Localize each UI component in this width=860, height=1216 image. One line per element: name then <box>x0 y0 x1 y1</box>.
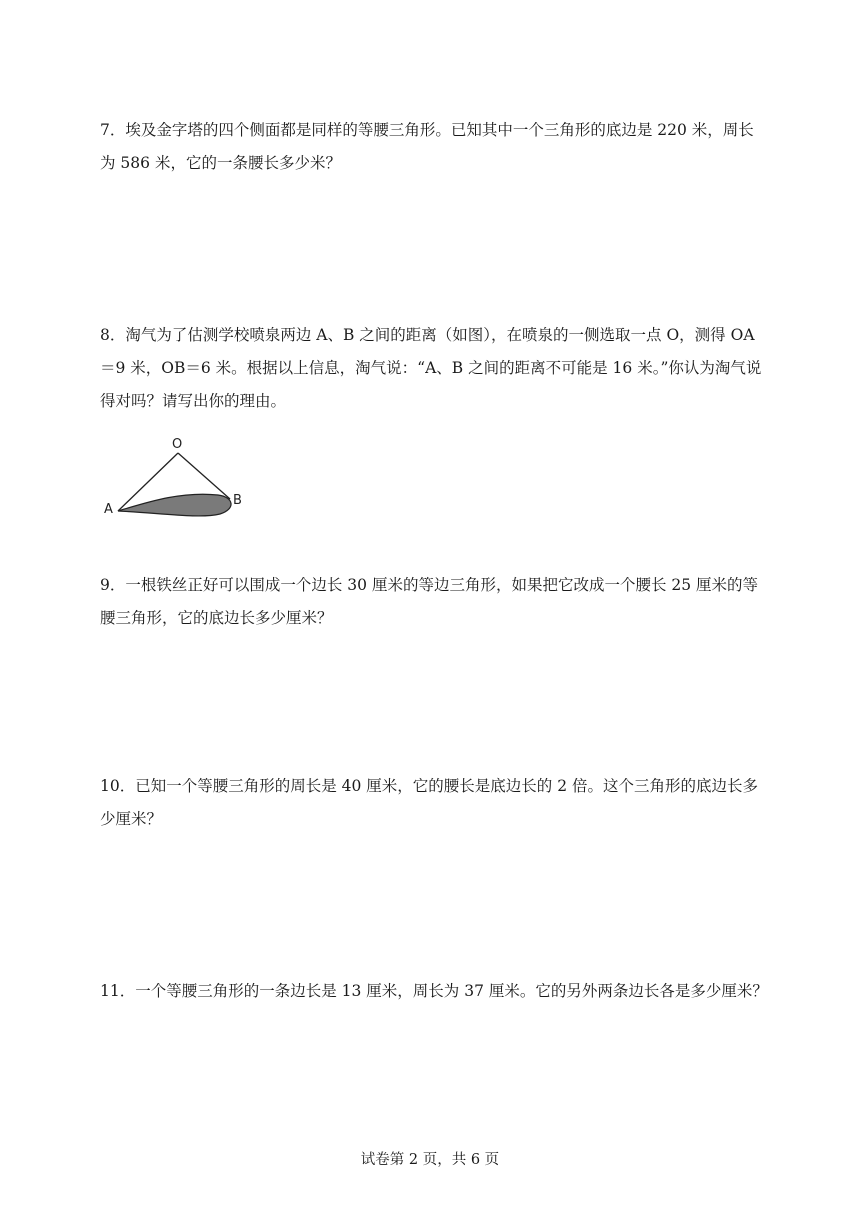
question-10-line-1: 10．已知一个等腰三角形的周长是 40 厘米，它的腰长是底边长的 2 倍。这个三角形的底边长多 <box>100 777 759 795</box>
question-7-line-2: 为 586 米，它的一条腰长多少米？ <box>100 154 341 172</box>
question-8-line-3: 得对吗？请写出你的理由。 <box>100 392 287 410</box>
question-10-line-2: 少厘米？ <box>100 810 163 828</box>
page-footer: 试卷第 2 页，共 6 页 <box>360 1152 500 1168</box>
question-9 <box>100 569 765 635</box>
fountain-figure <box>100 433 260 523</box>
label-a: A <box>104 502 113 517</box>
question-8-line-2: ＝9 米，OB＝6 米。根据以上信息，淘气说：“A、B 之间的距离不可能是 16 米。”你认为淘气说 <box>100 359 762 377</box>
question-11-line-1: 11．一个等腰三角形的一条边长是 13 厘米，周长为 37 厘米。它的另外两条边长各是多少厘米？ <box>100 982 768 1000</box>
question-9-line-1: 9．一根铁丝正好可以围成一个边长 30 厘米的等边三角形，如果把它改成一个腰长 25 厘米的等 <box>100 576 759 594</box>
label-o: O <box>172 437 183 452</box>
question-8 <box>100 319 765 418</box>
question-9-line-2: 腰三角形，它的底边长多少厘米？ <box>100 609 333 627</box>
question-11 <box>100 975 768 1008</box>
fountain-shape <box>118 494 231 516</box>
question-7-line-1: 7．埃及金字塔的四个侧面都是同样的等腰三角形。已知其中一个三角形的底边是 220 米，周长 <box>100 121 754 139</box>
question-8-line-1: 8．淘气为了估测学校喷泉两边 A、B 之间的距离（如图），在喷泉的一侧选取一点 O，测得 OA <box>100 326 755 344</box>
segment-ob <box>178 453 230 499</box>
question-10 <box>100 770 765 836</box>
label-b: B <box>233 493 242 508</box>
question-7 <box>100 114 765 180</box>
